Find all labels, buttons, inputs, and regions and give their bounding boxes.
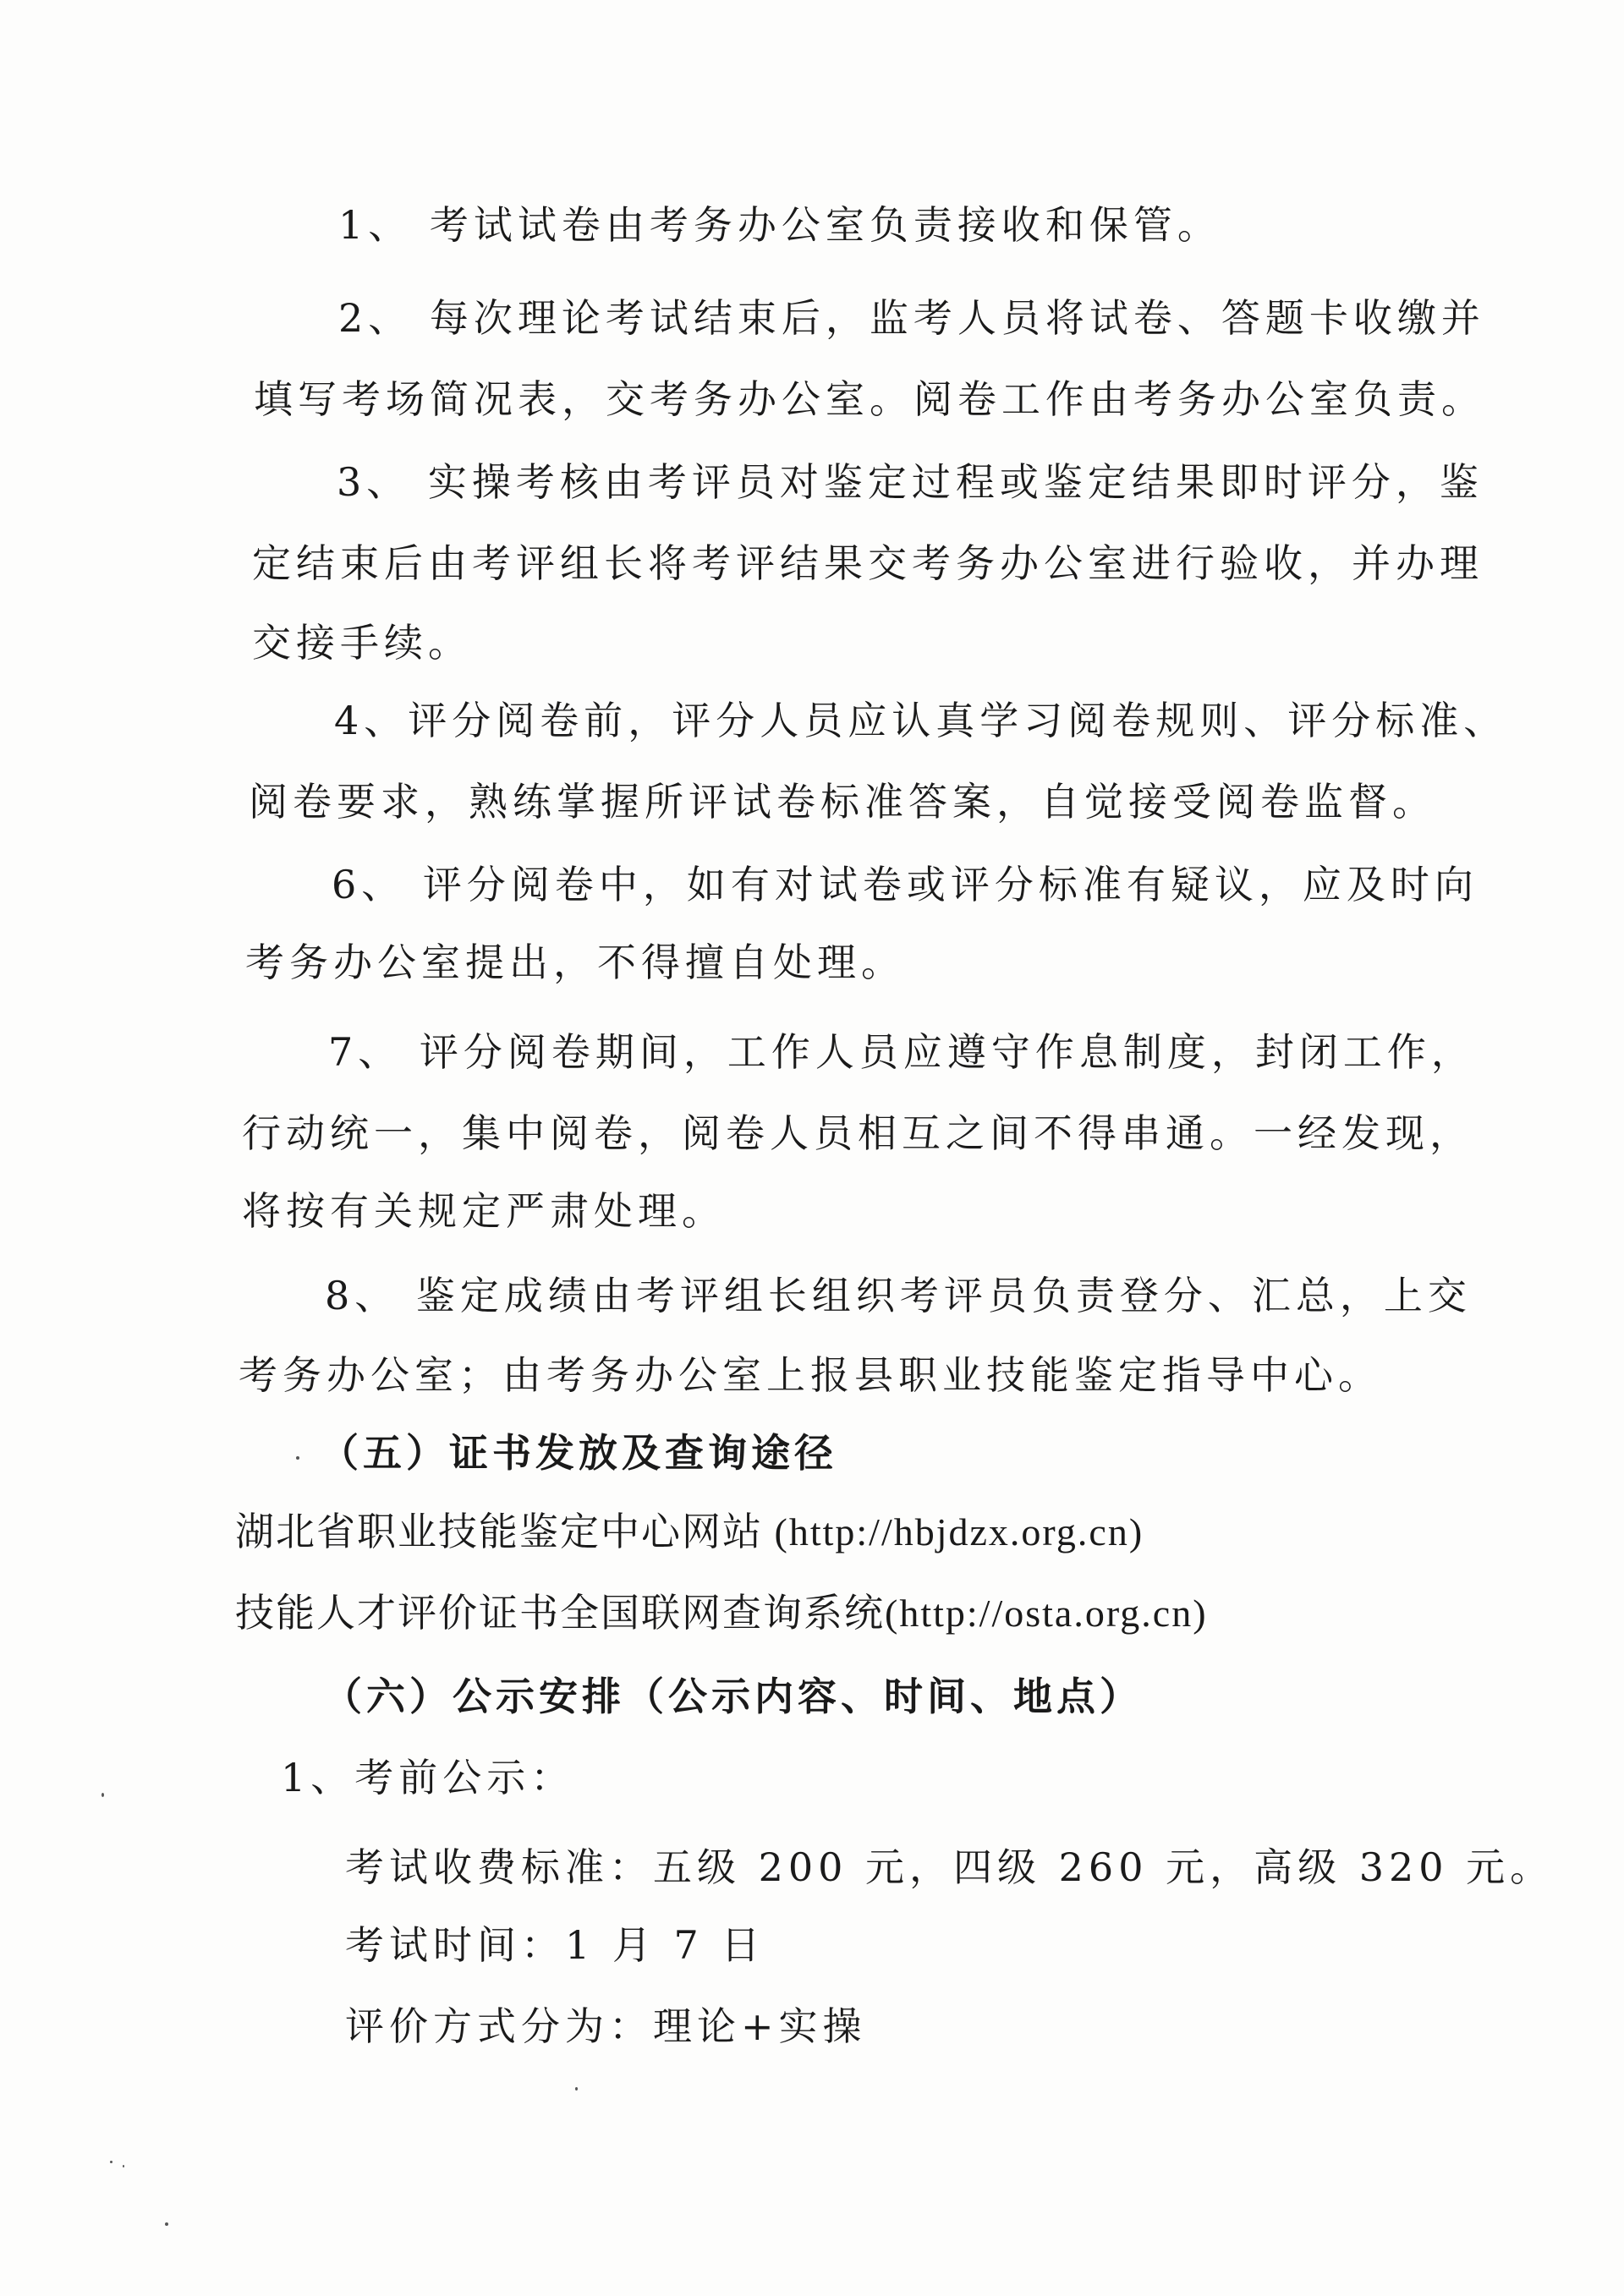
paragraph-4-line-1: 4、评分阅卷前，评分人员应认真学习阅卷规则、评分标准、	[334, 698, 1508, 743]
paragraph-3-line-3: 交接手续。	[252, 620, 472, 666]
scan-speck	[110, 2161, 112, 2163]
evaluation-method: 评价方式分为：理论+实操	[345, 2003, 867, 2049]
paragraph-2-line-1: 2、 每次理论考试结束后，监考人员将试卷、答题卡收缴并	[338, 295, 1485, 341]
paragraph-3-line-2: 定结束后由考评组长将考评结果交考务办公室进行验收，并办理	[252, 540, 1484, 586]
paragraph-2-line-2: 填写考场简况表，交考务办公室。阅卷工作由考务办公室负责。	[254, 376, 1485, 422]
paragraph-4-line-2: 阅卷要求，熟练掌握所评试卷标准答案，自觉接受阅卷监督。	[249, 779, 1436, 825]
paragraph-8-line-2: 考务办公室；由考务办公室上报县职业技能鉴定指导中心。	[239, 1352, 1382, 1398]
exam-time: 考试时间：1 月 7 日	[345, 1922, 765, 1968]
paragraph-6-line-2: 考务办公室提出，不得擅自处理。	[245, 940, 905, 985]
osta-query-system: 技能人才评价证书全国联网查询系统(http://osta.org.cn)	[235, 1592, 1208, 1635]
scan-speck	[165, 2222, 168, 2226]
paragraph-8-line-1: 8、 鉴定成绩由考评组长组织考评员负责登分、汇总，上交	[325, 1273, 1472, 1318]
scan-speck	[296, 1456, 299, 1460]
scan-speck	[123, 2165, 124, 2167]
section-6-heading: （六）公示安排（公示内容、时间、地点）	[323, 1674, 1143, 1719]
paragraph-7-line-1: 7、 评分阅卷期间，工作人员应遵守作息制度，封闭工作，	[328, 1029, 1475, 1075]
scan-speck	[102, 1793, 104, 1797]
pre-exam-notice-label: 1、考前公示：	[281, 1755, 575, 1800]
scan-speck	[575, 2087, 578, 2091]
paragraph-7-line-2: 行动统一，集中阅卷，阅卷人员相互之间不得串通。一经发现，	[242, 1110, 1473, 1156]
paragraph-3-line-1: 3、 实操考核由考评员对鉴定过程或鉴定结果即时评分，鉴	[337, 459, 1484, 505]
hubei-center-website: 湖北省职业技能鉴定中心网站 (http://hbjdzx.org.cn)	[235, 1510, 1144, 1553]
section-5-heading: （五）证书发放及查询途径	[320, 1430, 837, 1476]
paragraph-7-line-3: 将按有关规定严肃处理。	[242, 1188, 726, 1234]
exam-fee-standard: 考试收费标准：五级 200 元，四级 260 元，高级 320 元。	[345, 1844, 1555, 1890]
paragraph-6-line-1: 6、 评分阅卷中，如有对试卷或评分标准有疑议，应及时向	[332, 862, 1479, 907]
paragraph-1: 1、 考试试卷由考务办公室负责接收和保管。	[338, 202, 1221, 248]
